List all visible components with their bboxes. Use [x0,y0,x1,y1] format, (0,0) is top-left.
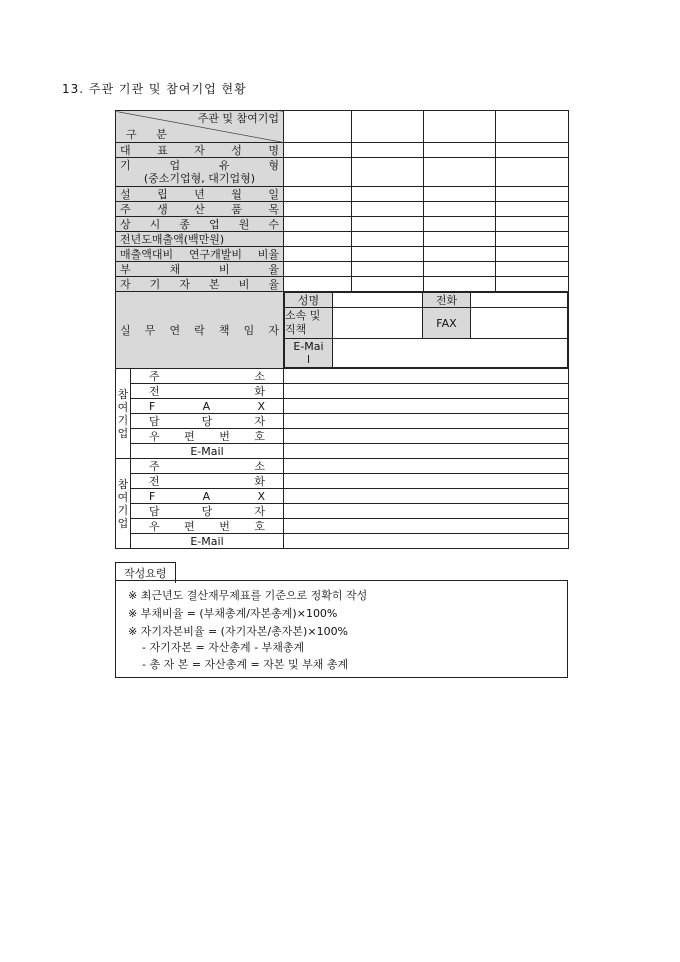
row-label-rnd-ratio: 매출액대비 연구개발비 비율 [116,247,284,262]
contact-email-label-2: l [306,353,311,366]
company-column-4[interactable] [496,111,569,143]
notes-tab: 작성요령 [115,562,176,583]
note-line: ※ 부채비율 = (부채총계/자본총계)×100% [128,607,338,620]
participant1-side-3: 기 [117,413,129,427]
participant1-side-4: 업 [117,426,129,440]
notes-box [115,580,568,678]
contact-phone-label: 전화 [423,293,471,308]
input-cell[interactable] [284,187,352,202]
company-column-3[interactable] [424,111,496,143]
row-label-products: 주 생 산 품 목 [116,202,284,217]
input-cell[interactable] [424,202,496,217]
participant2-address-field[interactable] [284,459,569,474]
input-cell[interactable] [284,143,352,158]
row-label-founded: 설 립 년 월 일 [116,187,284,202]
input-cell[interactable] [284,217,352,232]
row-label-company-type [116,158,284,187]
input-cell[interactable] [496,277,569,292]
input-cell[interactable] [496,187,569,202]
input-cell[interactable] [424,247,496,262]
participant1-zipcode-field[interactable] [284,429,569,444]
contact-email-label [285,339,333,368]
participant1-fax-label: F A X [131,399,284,414]
participant2-phone-field[interactable] [284,474,569,489]
participant1-email-field[interactable] [284,444,569,459]
contact-email-field[interactable] [333,339,568,368]
note-line: - 자기자본 = 자산총계 - 부채총계 [142,641,305,654]
contact-dept-label [285,308,333,339]
input-cell[interactable] [352,158,424,187]
participant2-zipcode-field[interactable] [284,519,569,534]
participant1-address-label: 주 소 [131,369,284,384]
input-cell[interactable] [352,262,424,277]
participant2-zipcode-label: 우 편 번 호 [131,519,284,534]
participant2-email-field[interactable] [284,534,569,549]
participant2-email-label: E-Mail [131,534,284,549]
participant1-side-2: 여 [117,400,129,414]
note-line: ※ 최근년도 결산재무제표를 기준으로 정확히 작성 [128,589,368,602]
participant1-phone-label: 전 화 [131,384,284,399]
input-cell[interactable] [424,262,496,277]
participant2-side-2: 여 [117,490,129,504]
contact-name-label: 성명 [285,293,333,308]
participant1-phone-field[interactable] [284,384,569,399]
input-cell[interactable] [352,217,424,232]
participant1-side-1: 참 [117,387,129,401]
input-cell[interactable] [424,277,496,292]
header-top-right: 주관 및 참여기업 [197,112,279,125]
input-cell[interactable] [284,158,352,187]
participant2-fax-label: F A X [131,489,284,504]
participant2-side-3: 기 [117,503,129,517]
company-column-2[interactable] [352,111,424,143]
input-cell[interactable] [284,277,352,292]
note-line: - 총 자 본 = 자산총계 = 자본 및 부채 총계 [142,658,349,671]
contact-email-label-1: E-Mai [293,340,324,353]
header-bottom-left: 구 분 [126,128,175,141]
contact-fax-field[interactable] [471,308,568,339]
input-cell[interactable] [496,247,569,262]
input-cell[interactable] [424,232,496,247]
participant2-phone-label: 전 화 [131,474,284,489]
participant2-manager-label: 담 당 자 [131,504,284,519]
input-cell[interactable] [424,187,496,202]
input-cell[interactable] [352,143,424,158]
contact-dept-label-2: 직책 [285,323,307,336]
company-status-table [115,110,569,549]
input-cell[interactable] [284,247,352,262]
header-diagonal-cell [116,111,284,143]
section-title: 13. 주관 기관 및 참여기업 현황 [62,82,247,96]
participant1-zipcode-label: 우 편 번 호 [131,429,284,444]
row-label-company-type-sub: (중소기업형, 대기업형) [143,172,256,185]
note-line: ※ 자기자본비율 = (자기자본/총자본)×100% [128,625,349,638]
participant1-side-label [116,369,131,459]
participant1-email-label: E-Mail [131,444,284,459]
contact-dept-label-1: 소속 및 [285,309,321,322]
row-label-employees: 상 시 종 업 원 수 [116,217,284,232]
contact-fax-label: FAX [423,308,471,339]
input-cell[interactable] [352,187,424,202]
contact-block [284,292,569,369]
input-cell[interactable] [352,202,424,217]
input-cell[interactable] [496,262,569,277]
contact-dept-field[interactable] [333,308,423,339]
input-cell[interactable] [284,232,352,247]
input-cell[interactable] [284,202,352,217]
contact-phone-field[interactable] [471,293,568,308]
input-cell[interactable] [496,202,569,217]
input-cell[interactable] [284,262,352,277]
input-cell[interactable] [424,217,496,232]
input-cell[interactable] [352,277,424,292]
participant2-fax-field[interactable] [284,489,569,504]
participant2-side-label [116,459,131,549]
row-label-company-type-main: 기 업 유 형 [120,159,279,172]
participant2-manager-field[interactable] [284,504,569,519]
row-label-contact-person: 실 무 연 락 책 임 자 [116,292,284,369]
row-label-revenue: 전년도매출액(백만원) [116,232,284,247]
row-label-ceo: 대 표 자 성 명 [116,143,284,158]
participant1-fax-field[interactable] [284,399,569,414]
participant1-manager-field[interactable] [284,414,569,429]
input-cell[interactable] [424,158,496,187]
input-cell[interactable] [352,232,424,247]
input-cell[interactable] [496,232,569,247]
contact-name-field[interactable] [333,293,423,308]
row-label-equity-ratio: 자 기 자 본 비 율 [116,277,284,292]
input-cell[interactable] [496,217,569,232]
participant2-side-1: 참 [117,477,129,491]
input-cell[interactable] [496,143,569,158]
input-cell[interactable] [496,158,569,187]
participant1-address-field[interactable] [284,369,569,384]
company-column-1[interactable] [284,111,352,143]
input-cell[interactable] [352,247,424,262]
participant2-address-label: 주 소 [131,459,284,474]
participant2-side-4: 업 [117,516,129,530]
row-label-debt-ratio: 부 채 비 율 [116,262,284,277]
participant1-manager-label: 담 당 자 [131,414,284,429]
input-cell[interactable] [424,143,496,158]
